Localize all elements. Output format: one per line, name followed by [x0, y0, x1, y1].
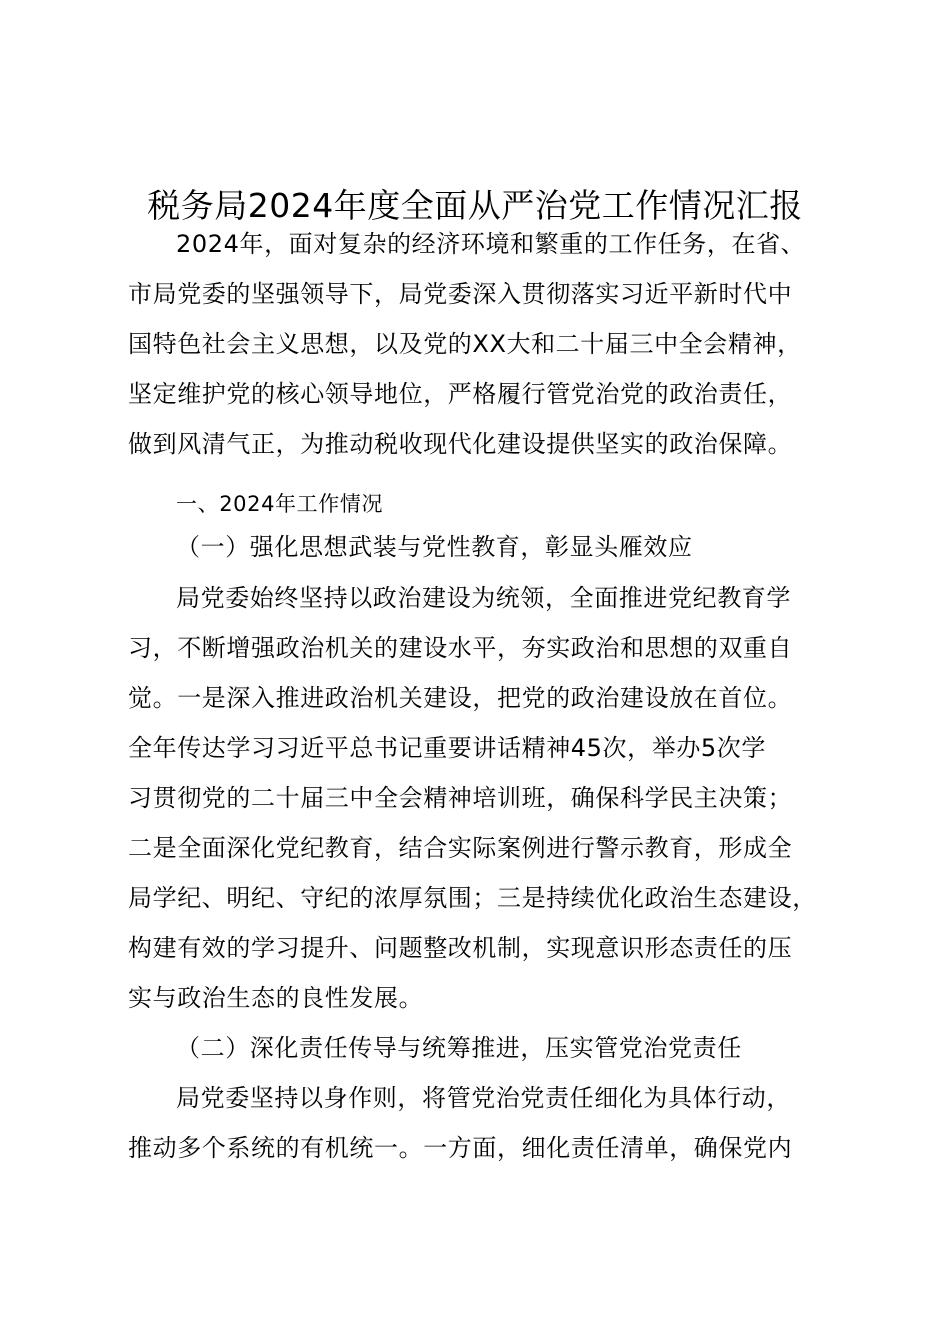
paragraph-line: 构建有效的学习提升、问题整改机制，实现意识形态责任的压 [128, 934, 793, 962]
paragraph-line: 2024年，面对复杂的经济环境和繁重的工作任务，在省、 [176, 230, 806, 258]
paragraph-line: 市局党委的坚强领导下，局党委深入贯彻落实习近平新时代中 [128, 280, 793, 308]
subsection-heading: （二）深化责任传导与统筹推进，压实管党治党责任 [176, 1034, 742, 1062]
subsection-heading: （一）强化思想武装与党性教育，彰显头雁效应 [176, 533, 693, 561]
paragraph-line: 国特色社会主义思想，以及党的XX大和二十届三中全会精神， [128, 330, 802, 358]
paragraph-line: 实与政治生态的良性发展。 [128, 984, 424, 1012]
paragraph-line: 觉。一是深入推进政治机关建设，把党的政治建设放在首位。 [128, 684, 793, 712]
paragraph-line: 推动多个系统的有机统一。一方面，细化责任清单，确保党内 [128, 1134, 793, 1162]
document-title: 税务局2024年度全面从严治党工作情况汇报 [147, 186, 803, 225]
paragraph-line: 局学纪、明纪、守纪的浓厚氛围；三是持续优化政治生态建设， [128, 884, 817, 912]
paragraph-line: 习，不断增强政治机关的建设水平，夯实政治和思想的双重自 [128, 634, 793, 662]
paragraph-line: 习贯彻党的二十届三中全会精神培训班，确保科学民主决策； [128, 784, 793, 812]
paragraph-line: 局党委坚持以身作则，将管党治党责任细化为具体行动， [176, 1084, 791, 1112]
paragraph-line: 做到风清气正，为推动税收现代化建设提供坚实的政治保障。 [128, 430, 793, 458]
paragraph-line: 全年传达学习习近平总书记重要讲话精神45次，举办5次学 [128, 734, 767, 762]
paragraph-line: 二是全面深化党纪教育，结合实际案例进行警示教育，形成全 [128, 834, 793, 862]
paragraph-line: 坚定维护党的核心领导地位，严格履行管党治党的政治责任， [128, 380, 793, 408]
paragraph-line: 局党委始终坚持以政治建设为统领，全面推进党纪教育学 [176, 584, 791, 612]
section-heading: 一、2024年工作情况 [176, 492, 384, 516]
